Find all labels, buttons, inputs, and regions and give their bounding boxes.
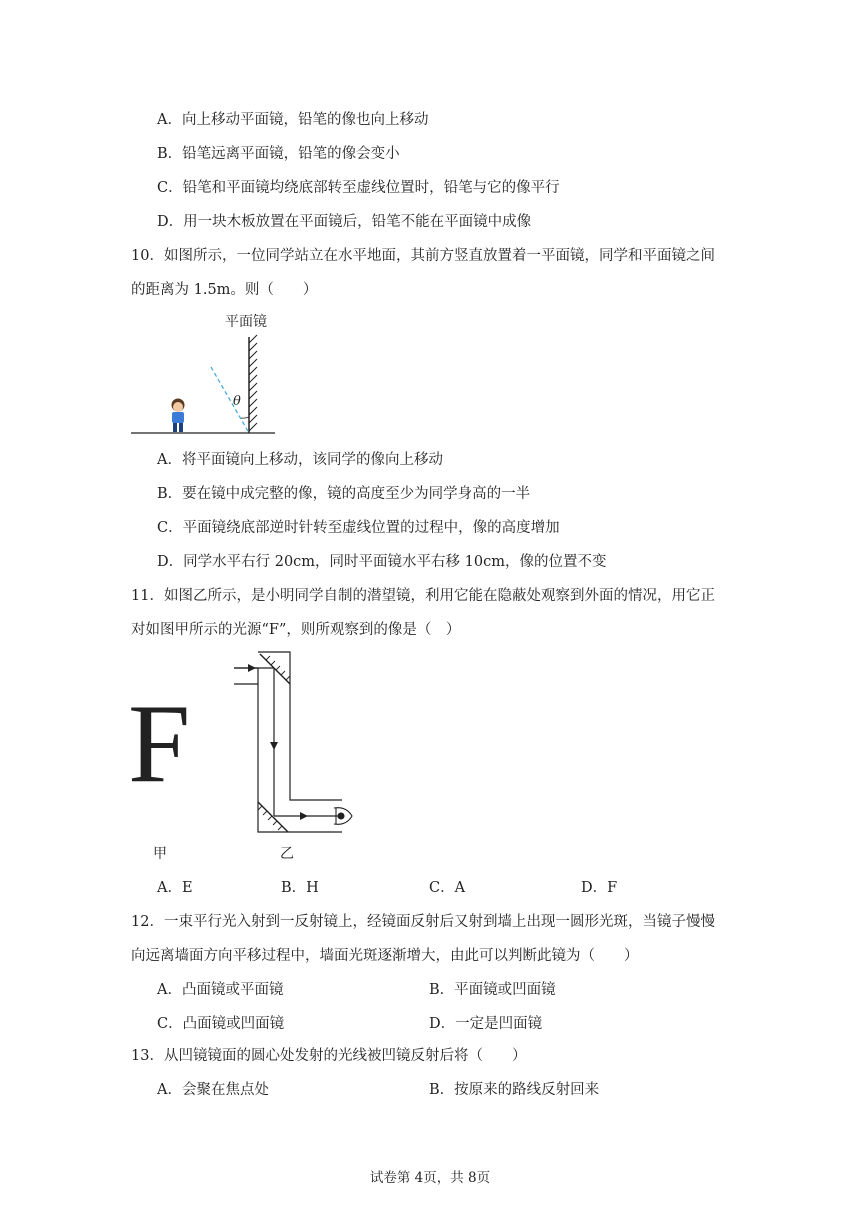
mirror-label: 平面镜	[225, 314, 267, 330]
q11-option-a: A．E	[157, 880, 193, 896]
light-source-f: F	[128, 682, 191, 806]
q11-stem-line1: 11．如图乙所示，是小明同学自制的潜望镜，利用它能在隐蔽处观察到外面的情况，用它正	[131, 588, 715, 604]
q9-option-c: C．铅笔和平面镜均绕底部转至虚线位置时，铅笔与它的像平行	[157, 180, 560, 196]
q12-stem-line1: 12．一束平行光入射到一反射镜上，经镜面反射后又射到墙上出现一圆形光斑，当镜子慢慢	[131, 914, 715, 930]
q10-option-d: D．同学水平右行 20cm，同时平面镜水平右移 10cm，像的位置不变	[157, 554, 607, 570]
q10-option-c: C．平面镜绕底部逆时针转至虚线位置的过程中，像的高度增加	[157, 520, 560, 536]
q10-option-b: B．要在镜中成完整的像，镜的高度至少为同学身高的一半	[157, 486, 531, 502]
q11-option-b: B．H	[281, 880, 319, 896]
q12-option-a: A．凸面镜或平面镜	[157, 982, 284, 998]
page-footer: 试卷第 4页，共 8页	[369, 1170, 491, 1186]
q10-stem-line1: 10．如图所示，一位同学站立在水平地面，其前方竖直放置着一平面镜，同学和平面镜之间	[131, 248, 715, 264]
q10-option-a: A．将平面镜向上移动，该同学的像向上移动	[157, 452, 443, 468]
q12-option-c: C．凸面镜或凹面镜	[157, 1016, 285, 1032]
q11-option-c: C．A	[429, 880, 466, 896]
q13-option-b: B．按原来的路线反射回来	[429, 1082, 600, 1098]
q12-stem-line2: 向远离墙面方向平移过程中，墙面光斑逐渐增大，由此可以判断此镜为（ ）	[131, 948, 639, 964]
label-yi: 乙	[280, 846, 294, 862]
q9-option-d: D．用一块木板放置在平面镜后，铅笔不能在平面镜中成像	[157, 214, 532, 230]
q11-stem-line2: 对如图甲所示的光源“F”，则所观察到的像是（ ）	[131, 622, 461, 638]
q13-stem: 13．从凹镜镜面的圆心处发射的光线被凹镜反射后将（ ）	[131, 1048, 527, 1064]
label-jia: 甲	[153, 846, 167, 862]
q9-option-a: A．向上移动平面镜，铅笔的像也向上移动	[157, 112, 429, 128]
q12-option-d: D．一定是凹面镜	[429, 1016, 543, 1032]
angle-label: θ	[233, 394, 241, 409]
q13-option-a: A．会聚在焦点处	[157, 1082, 269, 1098]
q10-stem-line2: 的距离为 1.5m。则（ ）	[131, 282, 318, 298]
q11-option-d: D．F	[581, 880, 618, 896]
q9-option-b: B．铅笔远离平面镜，铅笔的像会变小	[157, 146, 400, 162]
q12-option-b: B．平面镜或凹面镜	[429, 982, 556, 998]
